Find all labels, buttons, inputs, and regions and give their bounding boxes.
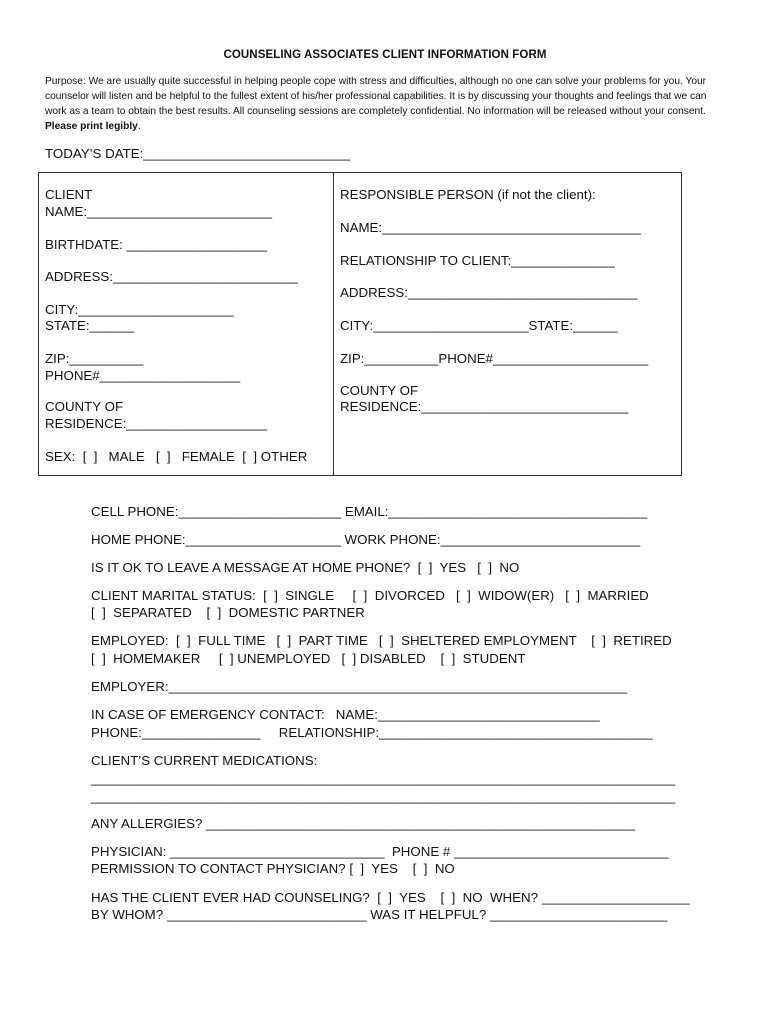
- emergency-contact-phone-field[interactable]: PHONE:________________ RELATIONSHIP:_____________________________________: [91, 725, 653, 740]
- employment-checkboxes[interactable]: EMPLOYED: [ ] FULL TIME [ ] PART TIME [ ] SHELTERED EMPLOYMENT [ ] RETIRED: [91, 633, 672, 648]
- employer-field[interactable]: EMPLOYER:______________________________________________________________: [91, 679, 628, 694]
- responsible-address-field[interactable]: ADDRESS:_______________________________: [340, 285, 638, 300]
- client-label: CLIENT: [45, 187, 93, 202]
- client-birthdate-field[interactable]: BIRTHDATE: ___________________: [45, 237, 268, 252]
- client-state-field[interactable]: STATE:______: [45, 318, 134, 333]
- print-legibly-note: Please print legibly: [45, 121, 138, 132]
- emergency-contact-name-field[interactable]: IN CASE OF EMERGENCY CONTACT: NAME:______________________________: [91, 707, 600, 722]
- client-city-field[interactable]: CITY:_____________________: [45, 302, 234, 317]
- leave-message-checkboxes[interactable]: IS IT OK TO LEAVE A MESSAGE AT HOME PHONE? [ ] YES [ ] NO: [91, 560, 520, 575]
- responsible-zip-phone-field[interactable]: ZIP:__________PHONE#_____________________: [340, 351, 649, 366]
- medications-label: CLIENT’S CURRENT MEDICATIONS:: [91, 753, 318, 768]
- client-residence-field[interactable]: RESIDENCE:___________________: [45, 416, 267, 431]
- responsible-person-heading: RESPONSIBLE PERSON (if not the client):: [340, 187, 596, 202]
- purpose-period: .: [137, 121, 141, 132]
- purpose-paragraph: [45, 74, 730, 134]
- client-county-label: COUNTY OF: [45, 399, 124, 414]
- home-work-phone-field[interactable]: HOME PHONE:_____________________ WORK PHONE:___________________________: [91, 532, 641, 547]
- cell-phone-email-field[interactable]: CELL PHONE:______________________ EMAIL:___________________________________: [91, 504, 648, 519]
- client-address-field[interactable]: ADDRESS:_________________________: [45, 269, 298, 284]
- medications-line-2[interactable]: _______________________________________________________________________________: [91, 789, 676, 804]
- todays-date-field[interactable]: TODAY’S DATE:____________________________: [45, 146, 351, 161]
- client-sex-checkboxes[interactable]: SEX: [ ] MALE [ ] FEMALE [ ] OTHER: [45, 449, 308, 464]
- prior-counseling-field[interactable]: HAS THE CLIENT EVER HAD COUNSELING? [ ] YES [ ] NO WHEN? ____________________: [91, 890, 690, 905]
- marital-status-checkboxes[interactable]: CLIENT MARITAL STATUS: [ ] SINGLE [ ] DIVORCED [ ] WIDOW(ER) [ ] MARRIED: [91, 588, 649, 603]
- client-name-field[interactable]: NAME:_________________________: [45, 204, 272, 219]
- employment-checkboxes-2[interactable]: [ ] HOMEMAKER [ ] UNEMPLOYED [ ] DISABLED [ ] STUDENT: [91, 651, 526, 666]
- client-phone-field[interactable]: PHONE#___________________: [45, 368, 241, 383]
- counseling-by-whom-field[interactable]: BY WHOM? ___________________________ WAS IT HELPFUL? ________________________: [91, 907, 668, 922]
- responsible-city-state-field[interactable]: CITY:_____________________STATE:______: [340, 318, 618, 333]
- form-title: COUNSELING ASSOCIATES CLIENT INFORMATION FORM: [223, 49, 547, 61]
- permission-contact-physician-checkboxes[interactable]: PERMISSION TO CONTACT PHYSICIAN? [ ] YES [ ] NO: [91, 861, 455, 876]
- responsible-county-label: COUNTY OF: [340, 383, 419, 398]
- purpose-text: Purpose: We are usually quite successful in helping people cope with stress and difficulties, although no one can solve your problems for you. Your counselor will listen and be helpful to the fullest extent of his/her professional capabilities. It is by discussing your thoughts and feelings that we can work as a team to obtain the best results. All counseling sessions are completely confidential. No information will be released without your consent.: [45, 76, 707, 117]
- client-zip-field[interactable]: ZIP:__________: [45, 351, 144, 366]
- box-divider: [333, 172, 334, 476]
- allergies-field[interactable]: ANY ALLERGIES? __________________________________________________________: [91, 816, 635, 831]
- marital-status-checkboxes-2[interactable]: [ ] SEPARATED [ ] DOMESTIC PARTNER: [91, 605, 365, 620]
- responsible-name-field[interactable]: NAME:___________________________________: [340, 220, 641, 235]
- medications-line-1[interactable]: _______________________________________________________________________________: [91, 771, 676, 786]
- physician-field[interactable]: PHYSICIAN: _____________________________ PHONE # _____________________________: [91, 844, 669, 859]
- responsible-residence-field[interactable]: RESIDENCE:____________________________: [340, 399, 629, 414]
- responsible-relationship-field[interactable]: RELATIONSHIP TO CLIENT:______________: [340, 253, 615, 268]
